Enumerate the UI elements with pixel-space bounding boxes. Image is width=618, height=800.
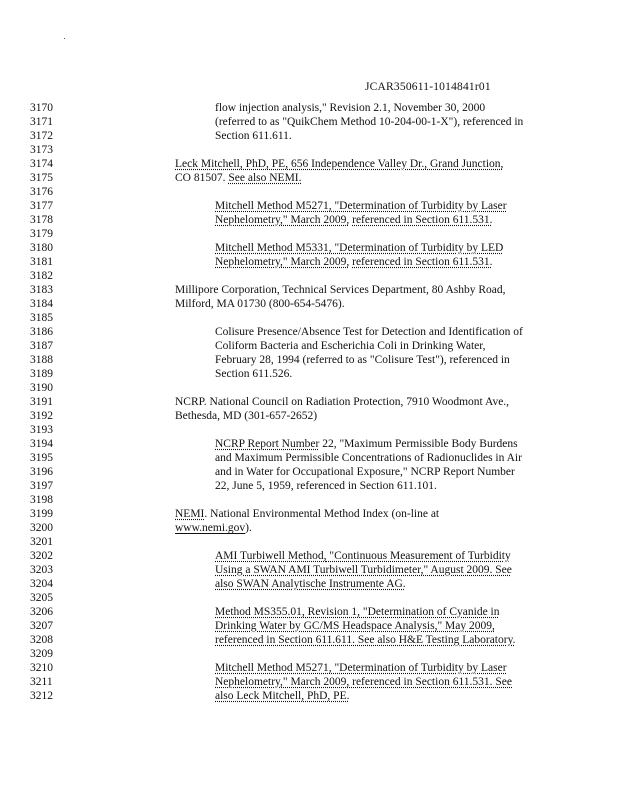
- text-line-3204: also SWAN Analytische Instrumente AG.: [215, 578, 406, 590]
- nemi-link[interactable]: www.nemi.gov: [175, 522, 246, 534]
- line-number: 3191: [30, 396, 53, 408]
- text-line-3189: Section 611.526.: [215, 368, 293, 380]
- line-number: 3187: [30, 340, 53, 352]
- line-number: 3210: [30, 662, 53, 674]
- text-line-3174: Leck Mitchell, PhD, PE, 656 Independence Valley Dr., Grand Junction,: [175, 158, 504, 170]
- line-number: 3174: [30, 158, 53, 170]
- text-line-3196: and in Water for Occupational Exposure," NCRP Report Number: [215, 466, 515, 478]
- text-line-3183: Millipore Corporation, Technical Services Department, 80 Ashby Road,: [175, 284, 506, 296]
- text-line-3188: February 28, 1994 (referred to as "Colisure Test"), referenced in: [215, 354, 510, 366]
- line-number: 3197: [30, 480, 53, 492]
- text-line-3208: referenced in Section 611.611. See also H&E Testing Laboratory.: [215, 634, 516, 646]
- scan-speck: [64, 38, 65, 39]
- text-line-3191: NCRP. National Council on Radiation Protection, 7910 Woodmont Ave.,: [175, 396, 510, 408]
- line-number: 3204: [30, 578, 53, 590]
- text-line-3210: Mitchell Method M5271, "Determination of Turbidity by Laser: [215, 662, 507, 674]
- line-number: 3195: [30, 452, 53, 464]
- line-number: 3171: [30, 116, 53, 128]
- text-line-3194-a: NCRP Report Number: [215, 438, 320, 450]
- line-number: 3177: [30, 200, 53, 212]
- text-line-3202: [215, 550, 511, 562]
- line-number: 3192: [30, 410, 53, 422]
- line-number: 3212: [30, 690, 53, 702]
- line-number: 3198: [30, 494, 53, 506]
- text-line-3178-b: referenced in Section 611.531.: [352, 214, 493, 226]
- text-line-3177: Mitchell Method M5271, "Determination of Turbidity by Laser: [215, 200, 507, 212]
- line-number: 3206: [30, 606, 53, 618]
- text-line-3194: [215, 438, 518, 450]
- text-line-3207: Drinking Water by GC/MS Headspace Analysis," May 2009,: [215, 620, 495, 632]
- line-number: 3181: [30, 256, 53, 268]
- line-number: 3184: [30, 298, 53, 310]
- text-line-3195: and Maximum Permissible Concentrations of Radionuclides in Air: [215, 452, 522, 464]
- text-line-3181-a: Nephelometry," March 2009,: [215, 256, 350, 268]
- document-header-id: JCAR350611-1014841r01: [365, 81, 491, 93]
- text-line-3194-b: 22, "Maximum Permissible Body Burdens: [319, 438, 518, 450]
- line-number: 3176: [30, 186, 53, 198]
- line-number: 3170: [30, 102, 53, 114]
- line-number: 3179: [30, 228, 53, 240]
- line-number: 3183: [30, 284, 53, 296]
- line-number: 3188: [30, 354, 53, 366]
- text-line-3187: Coliform Bacteria and Escherichia Coli in Drinking Water,: [215, 340, 486, 352]
- text-line-3180: Mitchell Method M5331, "Determination of Turbidity by LED: [215, 242, 504, 254]
- text-line-3170: flow injection analysis," Revision 2.1, November 30, 2000: [215, 102, 486, 114]
- text-line-3197: 22, June 5, 1959, referenced in Section 611.101.: [215, 480, 437, 492]
- text-line-3212: also Leck Mitchell, PhD, PE.: [215, 690, 350, 702]
- line-number: 3209: [30, 648, 53, 660]
- text-line-3181: [215, 256, 493, 268]
- text-line-3181-b: referenced in Section 611.531.: [352, 256, 493, 268]
- line-number: 3175: [30, 172, 53, 184]
- line-number: 3202: [30, 550, 53, 562]
- line-number: 3185: [30, 312, 53, 324]
- line-number: 3182: [30, 270, 53, 282]
- text-line-3186: Colisure Presence/Absence Test for Detection and Identification of: [215, 326, 523, 338]
- line-number: 3203: [30, 564, 53, 576]
- line-number: 3194: [30, 438, 53, 450]
- text-line-3199-b: . National Environmental Method Index (on-line at: [204, 508, 440, 520]
- text-line-3172: Section 611.611.: [215, 130, 292, 142]
- text-line-3175-see-also: See also NEMI.: [228, 172, 302, 184]
- text-line-3171: (referred to as "QuikChem Method 10-204-00-1-X"), referenced in: [215, 116, 524, 128]
- text-line-3192: Bethesda, MD (301-657-2652): [175, 410, 318, 422]
- text-line-3203: Using a SWAN AMI Turbiwell Turbidimeter," August 2009. See: [215, 564, 512, 576]
- text-line-3199: [175, 508, 439, 520]
- line-number: 3207: [30, 620, 53, 632]
- line-number: 3193: [30, 424, 53, 436]
- line-number: 3173: [30, 144, 53, 156]
- line-number: 3180: [30, 242, 53, 254]
- text-line-3202-a: AMI Turbiwell Method,: [215, 550, 327, 562]
- line-number: 3200: [30, 522, 53, 534]
- text-line-3178: [215, 214, 493, 226]
- text-line-3211: Nephelometry," March 2009, referenced in Section 611.531. See: [215, 676, 512, 688]
- text-line-3199-a: NEMI: [175, 508, 205, 520]
- text-line-3175-address: CO 81507.: [175, 172, 226, 184]
- text-line-3200: [175, 522, 252, 534]
- line-number: 3205: [30, 592, 53, 604]
- line-number: 3178: [30, 214, 53, 226]
- text-line-3200-b: ).: [245, 522, 252, 534]
- text-line-3178-a: Nephelometry," March 2009,: [215, 214, 350, 226]
- line-number: 3208: [30, 634, 53, 646]
- text-line-3206: Method MS355.01, Revision 1, "Determination of Cyanide in: [215, 606, 500, 618]
- line-number: 3172: [30, 130, 53, 142]
- line-number: 3189: [30, 368, 53, 380]
- line-number: 3186: [30, 326, 53, 338]
- line-number: 3196: [30, 466, 53, 478]
- line-number: 3199: [30, 508, 53, 520]
- line-number: 3211: [30, 676, 53, 688]
- text-line-3202-b: "Continuous Measurement of Turbidity: [326, 550, 511, 562]
- line-number: 3201: [30, 536, 53, 548]
- text-line-3184: Milford, MA 01730 (800-654-5476).: [175, 298, 345, 310]
- line-number: 3190: [30, 382, 53, 394]
- text-line-3175: [175, 172, 302, 184]
